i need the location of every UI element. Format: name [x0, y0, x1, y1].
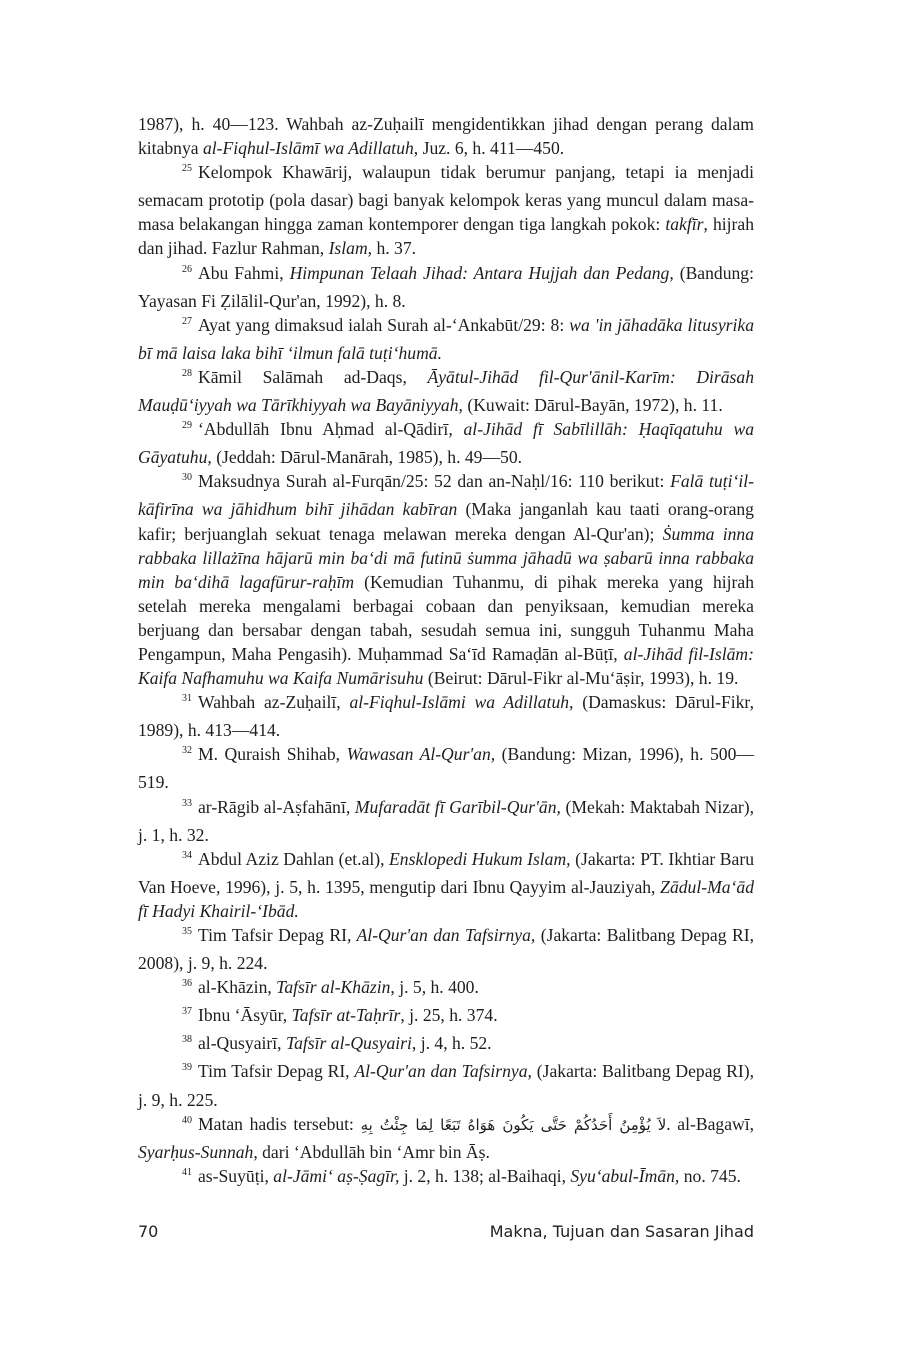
- italic-citation: al-Jāmi‘ aṣ-Ṣagīr,: [273, 1165, 400, 1186]
- note-text: (Damaskus: Dārul-Fikr, 1989), h. 413—414.: [138, 692, 754, 741]
- footnote-number: 38: [182, 1034, 192, 1046]
- italic-citation: Ṡumma inna rabbaka lillażīna hājarū min ba‘di mā futinū ṡumma jāhadū wa ṣabarū inna rabbaka min ba‘dihā lagafūrur-raḥīm: [138, 523, 754, 592]
- footnote-40: [138, 1112, 754, 1164]
- footnote-number: 31: [182, 693, 192, 705]
- note-text: Abdul Aziz Dahlan (et.al),: [198, 848, 390, 869]
- note-text: ar-Rāgib al-Aṣfahānī,: [198, 796, 355, 817]
- italic-citation: Tafsīr al-Khāzin: [276, 977, 391, 998]
- note-text: al-Khāzin,: [198, 977, 277, 998]
- footnote-41: [138, 1164, 754, 1192]
- note-text: dari ‘Abdullāh bin ‘Amr bin Āṣ.: [257, 1141, 490, 1162]
- footnotes-block: [138, 112, 754, 1192]
- note-text: al-Qusyairī,: [198, 1033, 286, 1054]
- note-text: Kelompok Khawārij, walaupun tidak berumur panjang, tetapi ia menjadi semacam prototip (pola dasar) bagi banyak kelompok keras yang muncul dalam masa-masa belakangan hingga zaman kontemporer dengan tiga langkah pokok:: [138, 162, 754, 235]
- footnote-27: [138, 313, 754, 365]
- italic-citation: Tafsīr at-Taḥrīr: [291, 1005, 401, 1026]
- italic-citation: , Al-Qur'an dan Tafsirnya,: [347, 925, 536, 945]
- italic-citation: Ensklopedi Hukum Islam,: [389, 848, 571, 869]
- footnote-29: [138, 417, 754, 469]
- note-text: (Kuwait: Dārul-Bayān, 1972), h. 11.: [462, 395, 723, 416]
- italic-citation: al-Jihād fil-Islām: Kaifa Nafhamuhu wa Kaifa Numārisuhu: [138, 643, 754, 689]
- note-text: Tim Tafsir Depag RI,: [198, 1061, 355, 1082]
- note-text: . al-Bagawī,: [666, 1113, 754, 1134]
- note-text: Wahbah az-Zuḥailī,: [198, 692, 350, 713]
- note-text: (Mekah: Maktabah Nizar), j. 1, h. 32.: [138, 796, 754, 845]
- note-text: ‘Abdullāh Ibnu Aḥmad al-Qādirī: [198, 419, 449, 440]
- italic-citation: takfīr: [665, 214, 704, 235]
- note-text: (Jeddah: Dārul-Manārah, 1985), h. 49—50.: [211, 447, 523, 468]
- italic-citation: Syu‘abul-Īmān,: [570, 1165, 680, 1186]
- footnote-number: 34: [182, 849, 192, 861]
- footnote-number: 41: [182, 1166, 192, 1178]
- note-text: , j. 4, h. 52.: [411, 1033, 492, 1054]
- note-text: (Bandung: Mizan, 1996), h. 500—519.: [138, 744, 754, 793]
- footnote-33: [138, 795, 754, 847]
- footnote-number: 35: [182, 926, 192, 937]
- italic-citation: Islam,: [328, 238, 373, 259]
- italic-citation: al-Fiqhul-Islāmi wa Adillatuh,: [349, 692, 574, 713]
- note-text: Kāmil Salāmah ad-Daqs,: [198, 366, 428, 387]
- footnote-number: 40: [182, 1114, 192, 1126]
- footnote-number: 33: [182, 797, 192, 809]
- footnote-number: 36: [182, 978, 192, 990]
- italic-citation: Himpunan Telaah Jihad: Antara Hujjah dan Pedang,: [289, 262, 674, 283]
- footnote-31: [138, 690, 754, 742]
- footnote-number: 30: [182, 472, 192, 484]
- note-text: (Bandung: Yayasan Fi Ẓilālil-Qur'an, 1992), h. 8.: [138, 262, 754, 311]
- page-footer: [138, 1222, 754, 1246]
- note-text: (Jakarta: PT. Ikhtiar Baru Van Hoeve, 1996), j. 5, h. 1395, mengutip dari Ibnu Qayyim al-Jauziyah,: [138, 848, 754, 897]
- footnote-number: 27: [182, 315, 192, 327]
- footnote-number: 37: [182, 1006, 192, 1018]
- note-text: h. 37.: [372, 238, 417, 259]
- italic-citation: Falā tuṭi‘il-kāfirīna wa jāhidhum bihī jihādan kabīran: [138, 471, 754, 520]
- italic-citation: Al-Qur'an dan Tafsirnya,: [354, 1061, 532, 1082]
- footnote-number: 28: [182, 367, 192, 379]
- note-text: Matan hadis tersebut:: [198, 1113, 361, 1134]
- note-text: (Maka janganlah kau taati orang-orang kafir; berjuanglah sekuat tenaga melawan mereka dengan Al-Qur'an);: [138, 499, 754, 544]
- note-text: j. 2, h. 138; al-Baihaqi,: [399, 1165, 571, 1186]
- footnote-28: [138, 365, 754, 417]
- italic-citation: Syarḥus-Sunnah,: [138, 1141, 258, 1162]
- note-text: Abu Fahmi,: [198, 262, 290, 283]
- note-text: Ibnu ‘Āsyūr,: [198, 1005, 292, 1026]
- footnote-34: [138, 847, 754, 923]
- running-title: Makna, Tujuan dan Sasaran Jihad: [489, 1222, 754, 1241]
- footnote-26: [138, 261, 754, 313]
- footnote-continuation: [138, 112, 754, 160]
- note-text: (Beirut: Dārul-Fikr al-Mu‘āṣir, 1993), h. 19.: [423, 668, 739, 689]
- note-text: (Jakarta: Balitbang Depag RI, 2008), j. 9, h. 224.: [138, 925, 754, 974]
- note-text: Tim Tafsir Depag RI: [198, 925, 348, 945]
- footnote-number: 39: [182, 1062, 192, 1074]
- footnote-39: [138, 1059, 754, 1111]
- note-text: 1987), h. 40—123. Wahbah az-Zuḥailī mengidentikkan jihad dengan perang dalam kitabnya: [138, 114, 754, 159]
- footnote-number: 25: [182, 163, 192, 175]
- note-text: , j. 25, h. 374.: [400, 1005, 498, 1026]
- note-text: , hijrah dan jihad. Fazlur Rahman,: [138, 214, 754, 259]
- footnote-number: 26: [182, 263, 192, 275]
- italic-citation: Zādul-Ma‘ād fī Hadyi Khairil-‘Ibād.: [138, 876, 754, 921]
- italic-citation: Mufaradāt fī Garībil-Qur'ān,: [354, 796, 561, 817]
- italic-citation: Tafsīr al-Qusyairi: [285, 1033, 412, 1054]
- arabic-text: لاَ يُؤْمِنُ أَحَدُكُمْ حَتَّى يَكُونَ هَوَاهُ تَبَعًا لِمَا جِئْتُ بِهِ: [360, 1115, 667, 1134]
- footnote-30: [138, 469, 754, 690]
- footnote-36: [138, 975, 754, 1003]
- note-text: (Kemudian Tuhanmu, di pihak mereka yang hijrah setelah mereka mengalami berbagai cobaan dan penyiksaan, kemudian mereka berjuang dan bersabar dengan tabah, sesudah semua ini, sungguh Tuhanmu Maha Pengampun, Maha Pengasih). Muḥammad Sa‘īd Ramaḍān al-Būṭī,: [138, 571, 754, 664]
- note-text: , Juz. 6, h. 411—450.: [413, 138, 565, 159]
- footnote-38: [138, 1031, 754, 1059]
- note-text: , j. 5, h. 400.: [390, 977, 479, 998]
- note-text: M. Quraish Shihab,: [198, 744, 347, 765]
- footnote-35: [138, 923, 754, 975]
- italic-citation: Wawasan Al-Qur'an,: [346, 744, 496, 765]
- footnote-number: 29: [182, 420, 192, 432]
- footnote-25: [138, 160, 754, 260]
- footnote-number: 32: [182, 745, 192, 757]
- note-text: no. 745.: [679, 1165, 741, 1186]
- italic-citation: , al-Jihād fī Sabīlillāh: Ḥaqīqatuhu wa Gāyatuhu,: [138, 419, 754, 468]
- note-text: Maksudnya Surah al-Furqān/25: 52 dan an-Naḥl/16: 110 berikut:: [198, 471, 671, 492]
- italic-citation: al-Fiqhul-Islāmī wa Adillatuh: [202, 138, 414, 159]
- note-text: as-Suyūṭi,: [198, 1165, 274, 1186]
- footnote-37: [138, 1003, 754, 1031]
- note-text: (Jakarta: Balitbang Depag RI), j. 9, h. 225.: [138, 1061, 754, 1110]
- note-text: Ayat yang dimaksud ialah Surah al-‘Ankabūt/29: 8:: [198, 314, 570, 335]
- italic-citation: Āyātul-Jihād fil-Qur'ānil-Karīm: Dirāsah Mauḍū‘iyyah wa Tārīkhiyyah wa Bayāniyyah,: [138, 366, 754, 416]
- footnote-32: [138, 742, 754, 794]
- italic-citation: wa 'in jāhadāka litusyrika bī mā laisa laka bihī ‘ilmun falā tuṭi‘humā.: [138, 314, 754, 363]
- page-number: 70: [138, 1222, 159, 1241]
